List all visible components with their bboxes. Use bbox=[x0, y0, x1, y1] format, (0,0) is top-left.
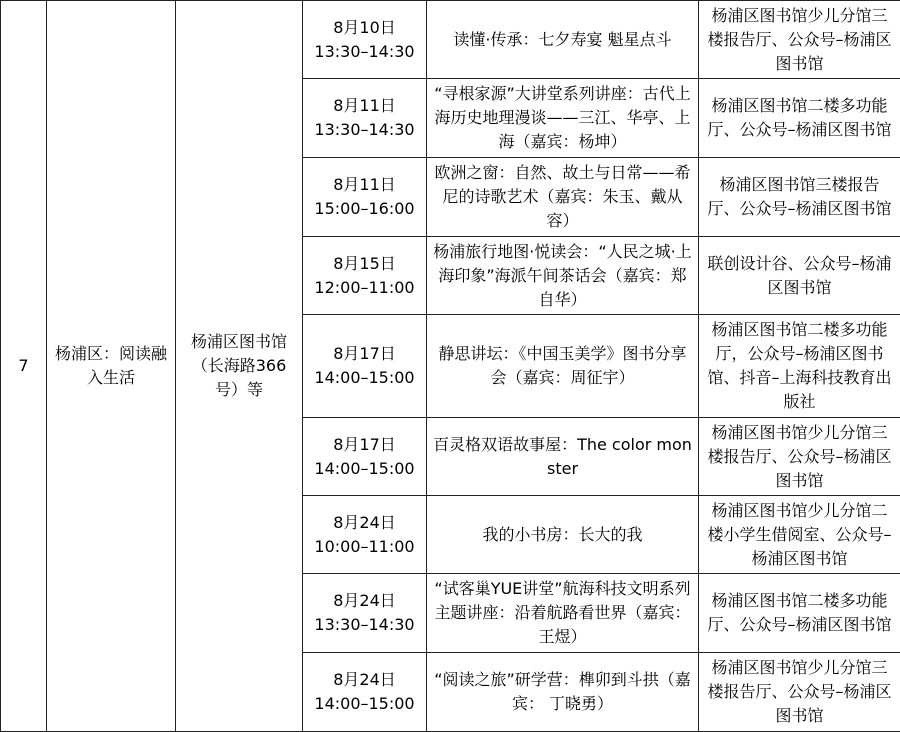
event-location: 杨浦区图书馆少儿分馆三楼报告厅、公众号–杨浦区图书馆 bbox=[699, 1, 900, 79]
event-time: 8月15日 12:00–11:00 bbox=[303, 237, 427, 315]
event-location: 杨浦区图书馆少儿分馆二楼小学生借阅室、公众号–杨浦区图书馆 bbox=[699, 496, 900, 574]
event-time: 8月24日 13:30–14:30 bbox=[303, 574, 427, 653]
table-row bbox=[1, 1, 900, 79]
schedule-body bbox=[1, 1, 900, 732]
event-title: 静思讲坛：《中国玉美学》图书分享会（嘉宾：周征宇） bbox=[427, 315, 699, 418]
venue: 杨浦区图书馆（长海路366号）等 bbox=[176, 1, 303, 732]
event-location: 杨浦区图书馆二楼多功能厅、公众号–杨浦区图书馆 bbox=[699, 574, 900, 653]
event-location: 杨浦区图书馆少儿分馆三楼报告厅、公众号–杨浦区图书馆 bbox=[699, 418, 900, 496]
event-title: “寻根家源”大讲堂系列讲座：古代上海历史地理漫谈——三江、华亭、上海（嘉宾：杨坤） bbox=[427, 79, 699, 158]
event-time: 8月11日 15:00–16:00 bbox=[303, 158, 427, 237]
event-time: 8月24日 14:00–15:00 bbox=[303, 653, 427, 732]
event-time: 8月17日 14:00–15:00 bbox=[303, 315, 427, 418]
event-title: 百灵格双语故事屋：The color monster bbox=[427, 418, 699, 496]
event-time: 8月24日 10:00–11:00 bbox=[303, 496, 427, 574]
event-title: “试客巢YUE讲堂”航海科技文明系列主题讲座：沿着航路看世界（嘉宾：王煜） bbox=[427, 574, 699, 653]
event-location: 杨浦区图书馆二楼多功能厅、公众号–杨浦区图书馆 bbox=[699, 79, 900, 158]
event-location: 杨浦区图书馆三楼报告厅、公众号–杨浦区图书馆 bbox=[699, 158, 900, 237]
row-number: 7 bbox=[1, 1, 47, 732]
event-title: 读懂·传承：七夕寿宴 魁星点斗 bbox=[427, 1, 699, 79]
event-time: 8月10日 13:30–14:30 bbox=[303, 1, 427, 79]
event-title: 欧洲之窗：自然、故土与日常——希尼的诗歌艺术（嘉宾：朱玉、戴从容） bbox=[427, 158, 699, 237]
event-time: 8月17日 14:00–15:00 bbox=[303, 418, 427, 496]
event-title: 杨浦旅行地图·悦读会：“人民之城·上海印象”海派午间茶话会（嘉宾：郑自华） bbox=[427, 237, 699, 315]
event-location: 联创设计谷、公众号–杨浦区图书馆 bbox=[699, 237, 900, 315]
event-location: 杨浦区图书馆二楼多功能厅，公众号–杨浦区图书馆、抖音–上海科技教育出版社 bbox=[699, 315, 900, 418]
event-location: 杨浦区图书馆少儿分馆三楼报告厅、公众号–杨浦区图书馆 bbox=[699, 653, 900, 732]
event-time: 8月11日 13:30–14:30 bbox=[303, 79, 427, 158]
event-title: “阅读之旅”研学营：榫卯到斗拱（嘉宾： 丁晓勇） bbox=[427, 653, 699, 732]
event-title: 我的小书房：长大的我 bbox=[427, 496, 699, 574]
district-theme: 杨浦区：阅读融入生活 bbox=[47, 1, 176, 732]
